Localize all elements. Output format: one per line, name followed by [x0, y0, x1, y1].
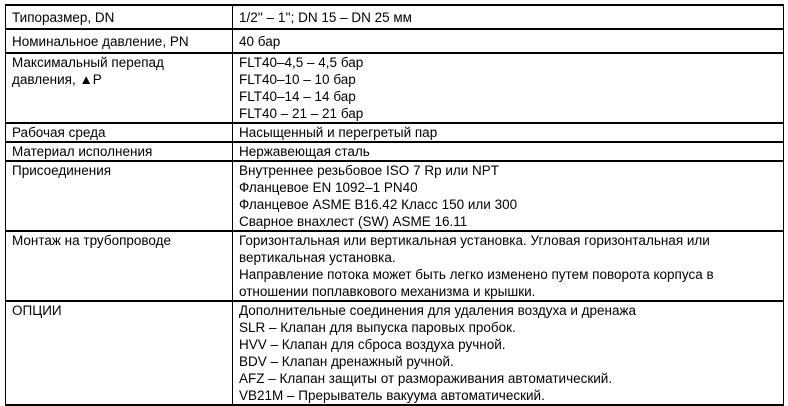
spec-value-cell: [233, 123, 784, 142]
spec-value-line: Дополнительные соединения для удаления воздуха и дренажа: [239, 303, 637, 318]
spec-value-line: FLT40–14 – 14 бар: [239, 89, 356, 104]
spec-value-line: FLT40 – 21 – 21 бар: [239, 106, 364, 121]
table-row: [6, 29, 784, 53]
spec-table-body: [6, 5, 784, 405]
spec-value-cell: [233, 161, 784, 231]
spec-value-line: Нержавеющая сталь: [239, 144, 370, 159]
table-row: [6, 301, 784, 405]
spec-value-cell: [233, 301, 784, 405]
table-row: [6, 5, 784, 29]
table-row: [6, 161, 784, 231]
spec-label-cell: Присоединения: [6, 161, 233, 231]
spec-value-line: AFZ – Клапан защиты от размораживания автоматический.: [239, 371, 613, 386]
spec-value-line: Сварное внахлест (SW) ASME 16.11: [239, 214, 468, 229]
spec-value-cell: [233, 5, 784, 29]
spec-value-line: Фланцевое EN 1092–1 PN40: [239, 180, 418, 195]
table-row: [6, 123, 784, 142]
spec-table: [5, 4, 784, 406]
spec-value-line: BDV – Клапан дренажный ручной.: [239, 354, 454, 369]
spec-value-line: SLR – Клапан для выпуска паровых пробок.: [239, 320, 516, 335]
table-row: [6, 142, 784, 161]
spec-label-cell: Монтаж на трубопроводе: [6, 231, 233, 301]
spec-value-line: 1/2'' – 1''; DN 15 – DN 25 мм: [239, 9, 412, 25]
spec-value-line: HVV – Клапан для сброса воздуха ручной.: [239, 337, 506, 352]
spec-label-cell: Типоразмер, DN: [6, 5, 233, 29]
spec-value-line: Фланцевое ASME B16.42 Класс 150 или 300: [239, 197, 518, 212]
spec-label-cell: Рабочая среда: [6, 123, 233, 142]
spec-label-cell: Номинальное давление, PN: [6, 29, 233, 53]
spec-value-line: FLT40–10 – 10 бар: [239, 72, 356, 87]
spec-label-cell: ОПЦИИ: [6, 301, 233, 405]
spec-value-line: 40 бар: [239, 33, 281, 49]
spec-value-line: Направление потока может быть легко изменено путем поворота корпуса в отношении поплавкового механизма и крышки.: [239, 267, 714, 299]
spec-value-cell: [233, 53, 784, 123]
spec-value-line: Насыщенный и перегретый пар: [239, 125, 438, 140]
spec-value-line: VB21M – Прерыватель вакуума автоматический.: [239, 388, 545, 403]
table-row: [6, 53, 784, 123]
spec-table-container: [5, 4, 783, 406]
spec-value-line: Горизонтальная или вертикальная установка. Угловая горизонтальная или вертикальная установка.: [239, 233, 710, 265]
spec-value-line: Внутреннее резьбовое ISO 7 Rp или NPT: [239, 163, 500, 178]
spec-label-cell: Материал исполнения: [6, 142, 233, 161]
spec-value-cell: [233, 29, 784, 53]
spec-label-cell: Максимальный перепад давления, ▲P: [6, 53, 233, 123]
spec-value-cell: [233, 231, 784, 301]
spec-value-line: FLT40–4,5 – 4,5 бар: [239, 55, 364, 70]
table-row: [6, 231, 784, 301]
spec-value-cell: [233, 142, 784, 161]
